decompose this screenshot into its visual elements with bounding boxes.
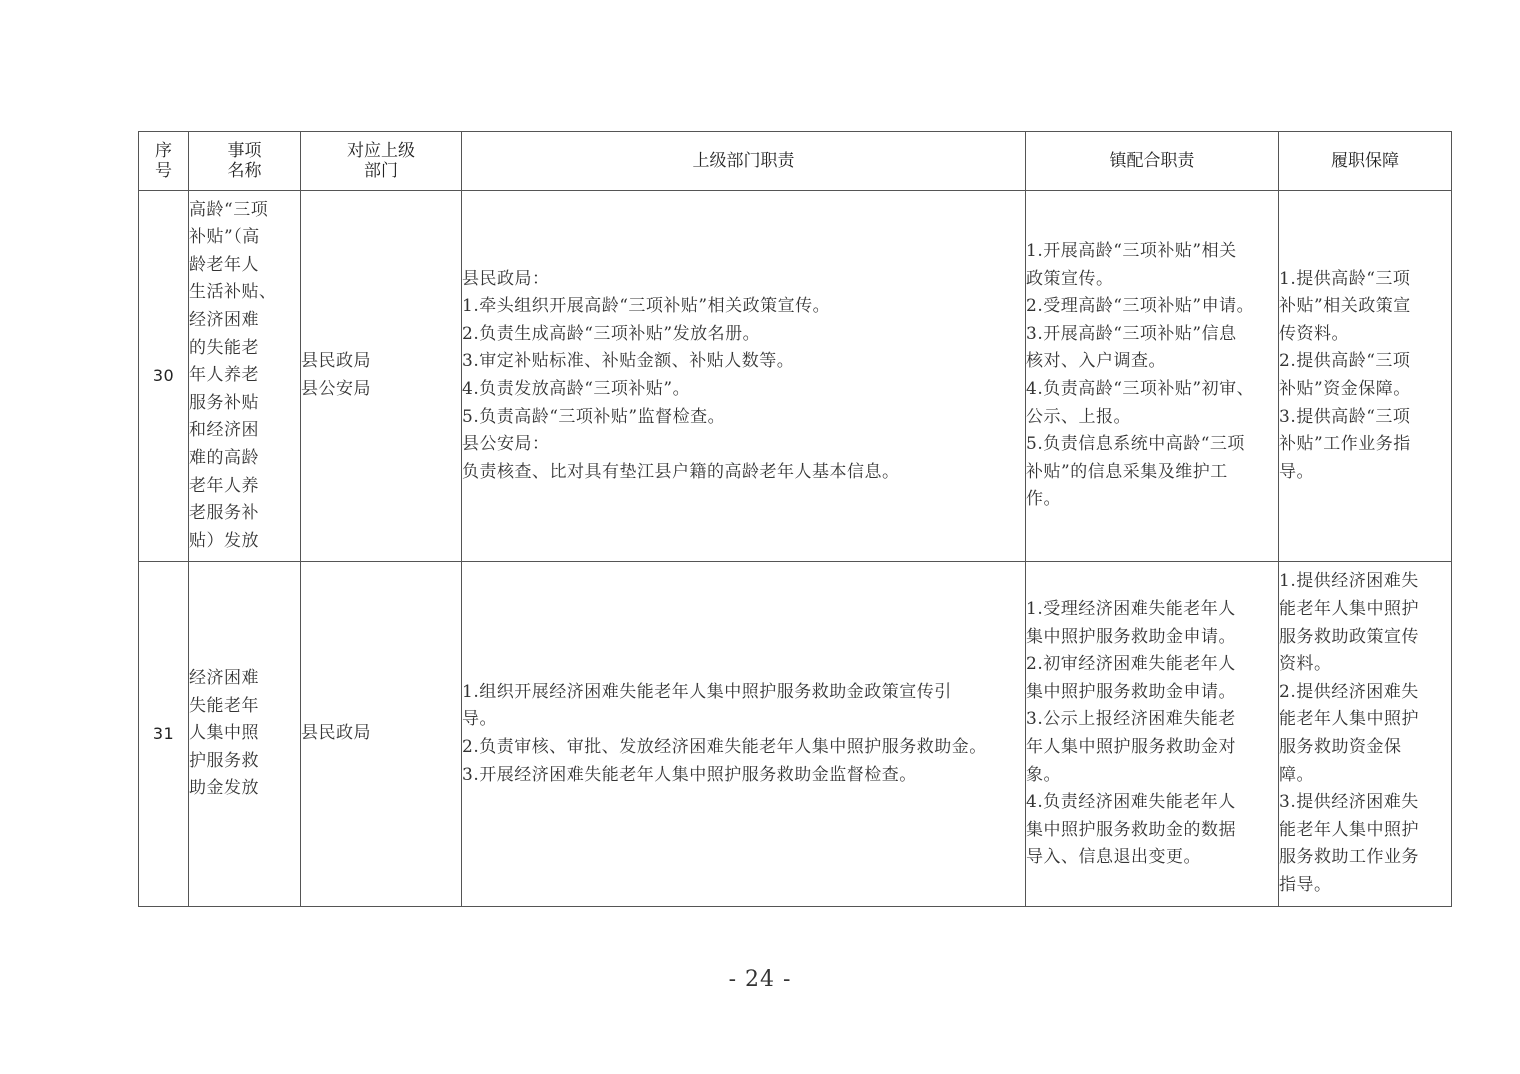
- header-upper-duty: 上级部门职责: [462, 132, 1026, 191]
- table-row: [139, 562, 1452, 907]
- row-index: 30: [139, 191, 189, 562]
- page-number: - 24 -: [728, 967, 792, 992]
- item-name-cell: 经济困难 失能老年 人集中照 护服务救 助金发放: [189, 562, 301, 907]
- header-index: 序 号: [139, 132, 189, 191]
- header-row: [139, 132, 1452, 191]
- upper-duty-cell: 县民政局： 1.牵头组织开展高龄“三项补贴”相关政策宣传。 2.负责生成高龄“三项补贴”发放名册。 3.审定补贴标准、补贴金额、补贴人数等。 4.负责发放高龄“三项补贴”。 5.负责高龄“三项补贴”监督检查。 县公安局： 负责核查、比对具有垫江县户籍的高龄老年人基本信息。: [462, 191, 1026, 562]
- table-row: [139, 191, 1452, 562]
- dept-cell: 县民政局 县公安局: [301, 191, 462, 562]
- header-guarantee: 履职保障: [1279, 132, 1452, 191]
- duty-table: [138, 131, 1452, 907]
- guarantee-cell: 1.提供高龄“三项 补贴”相关政策宣 传资料。 2.提供高龄“三项 补贴”资金保障。 3.提供高龄“三项 补贴”工作业务指 导。: [1279, 191, 1452, 562]
- upper-duty-cell: 1.组织开展经济困难失能老年人集中照护服务救助金政策宣传引 导。 2.负责审核、审批、发放经济困难失能老年人集中照护服务救助金。 3.开展经济困难失能老年人集中照护服务救助金监督检查。: [462, 562, 1026, 907]
- town-duty-cell: 1.受理经济困难失能老年人 集中照护服务救助金申请。 2.初审经济困难失能老年人 集中照护服务救助金申请。 3.公示上报经济困难失能老 年人集中照护服务救助金对 象。 4.负责经济困难失能老年人 集中照护服务救助金的数据 导入、信息退出变更。: [1026, 562, 1279, 907]
- header-town-duty: 镇配合职责: [1026, 132, 1279, 191]
- guarantee-cell: 1.提供经济困难失 能老年人集中照护 服务救助政策宣传 资料。 2.提供经济困难失 能老年人集中照护 服务救助资金保 障。 3.提供经济困难失 能老年人集中照护 服务救助工作业务 指导。: [1279, 562, 1452, 907]
- row-index: 31: [139, 562, 189, 907]
- header-dept: 对应上级 部门: [301, 132, 462, 191]
- dept-cell: 县民政局: [301, 562, 462, 907]
- item-name-cell: 高龄“三项 补贴”（高 龄老年人 生活补贴、 经济困难 的失能老 年人养老 服务补贴 和经济困 难的高龄 老年人养 老服务补 贴）发放: [189, 191, 301, 562]
- header-item-name: 事项 名称: [189, 132, 301, 191]
- town-duty-cell: 1.开展高龄“三项补贴”相关 政策宣传。 2.受理高龄“三项补贴”申请。 3.开展高龄“三项补贴”信息 核对、入户调查。 4.负责高龄“三项补贴”初审、 公示、上报。 5.负责信息系统中高龄“三项 补贴”的信息采集及维护工 作。: [1026, 191, 1279, 562]
